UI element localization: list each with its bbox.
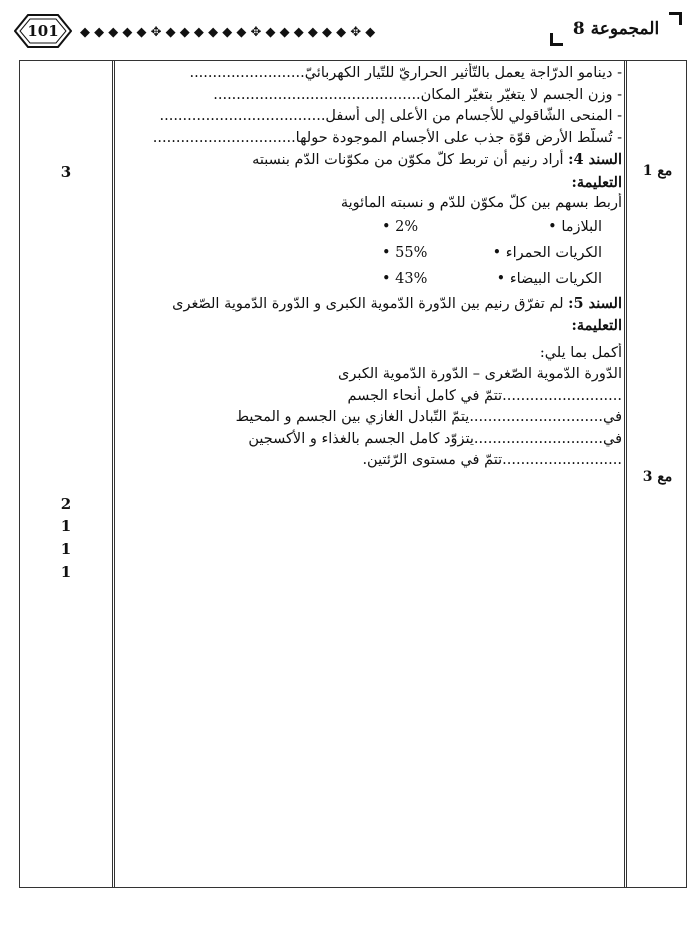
- exercise-content: [116, 63, 622, 873]
- completion-line-4: ..........................تتمّ في مستوى الرّئتين.: [362, 452, 622, 468]
- page-number-badge: [14, 14, 72, 48]
- statement-3: - المنحى الشّاقولي للأجسام من الأعلى إلى أسفل....................................: [159, 108, 622, 124]
- sanad5-line: [116, 293, 622, 316]
- sanad5-text: لم تفرّق رنيم بين الدّورة الدّموية الكبرى و الدّورة الدّموية الصّغرى: [172, 295, 569, 312]
- score-sanad4: 3: [60, 163, 72, 181]
- grading-table: [19, 60, 687, 888]
- group-title-box: [550, 12, 682, 46]
- matching-row: [116, 267, 622, 293]
- criterion-m1: مع 1: [642, 163, 673, 179]
- page-number: 101: [27, 22, 59, 40]
- matching-component: الكريات البيضاء •: [496, 270, 602, 287]
- diamond-ornament: ◆ ◆ ◆ ◆ ◆ ✥ ◆ ◆ ◆ ◆ ◆ ◆ ✥ ◆ ◆ ◆ ◆ ◆ ◆ ✥ ◆: [80, 24, 376, 40]
- scores-column: [20, 61, 112, 887]
- criterion-m3: مع 3: [642, 469, 673, 485]
- score-completion-2: 1: [60, 517, 72, 535]
- statement-2: - وزن الجسم لا يتغيّر بتغيّر المكان.............................................: [213, 86, 622, 103]
- statement-4: - تُسلّط الأرض قوّة جذب على الأجسام الموجودة حولها...............................: [152, 129, 622, 146]
- matching-row: [116, 215, 622, 241]
- score-completion-4: 1: [60, 563, 72, 581]
- options-line: الدّورة الدّموية الصّغرى – الدّورة الدّموية الكبرى: [337, 366, 622, 382]
- sanad5-label: السند 5:: [568, 294, 622, 312]
- instruction4-label: التعليمة:: [571, 173, 622, 191]
- instruction4-text: أربط بسهم بين كلّ مكوّن للدّم و نسبته المائوية: [340, 195, 622, 211]
- sanad4-text: أراد رنيم أن تربط كلّ مكوّن من مكوّنات الدّم بنسبته: [252, 152, 569, 168]
- matching-row: [116, 241, 622, 267]
- column-divider: [112, 61, 113, 887]
- completion-line-3: في............................يتزوّد كامل الجسم بالغذاء و الأكسجين: [248, 430, 622, 447]
- score-completion-3: 1: [60, 540, 72, 558]
- matching-percent: • 55%: [382, 244, 428, 261]
- corner-bracket-icon: [550, 33, 563, 46]
- corner-bracket-icon: [669, 12, 682, 25]
- matching-component: البلازما •: [548, 218, 602, 235]
- completion-line-1: ..........................تتمّ في كامل أنحاء الجسم: [347, 387, 622, 404]
- matching-percent: • 2%: [382, 218, 419, 235]
- completion-line-2: في.............................يتمّ التّبادل الغازي بين الجسم و المحيط: [235, 409, 622, 425]
- group-title: المجموعة 8: [572, 19, 660, 39]
- column-divider: [114, 61, 115, 887]
- score-completion-1: 2: [60, 495, 72, 513]
- statement-1: - دينامو الدرّاجة يعمل بالتّأثير الحراريّ للتّيار الكهربائيّ.........................: [189, 65, 622, 81]
- column-divider: [624, 61, 625, 887]
- decorative-diamond-row: [80, 20, 550, 44]
- matching-component: الكريات الحمراء •: [492, 244, 602, 261]
- criteria-column: [627, 61, 688, 887]
- instruction5-label: التعليمة:: [571, 317, 622, 334]
- sanad4-label: السند 4:: [568, 151, 622, 168]
- sanad4-line: [116, 149, 622, 172]
- instruction5-text: أكمل بما يلي:: [539, 344, 622, 361]
- page-header: [0, 0, 696, 52]
- matching-percent: • 43%: [382, 270, 428, 287]
